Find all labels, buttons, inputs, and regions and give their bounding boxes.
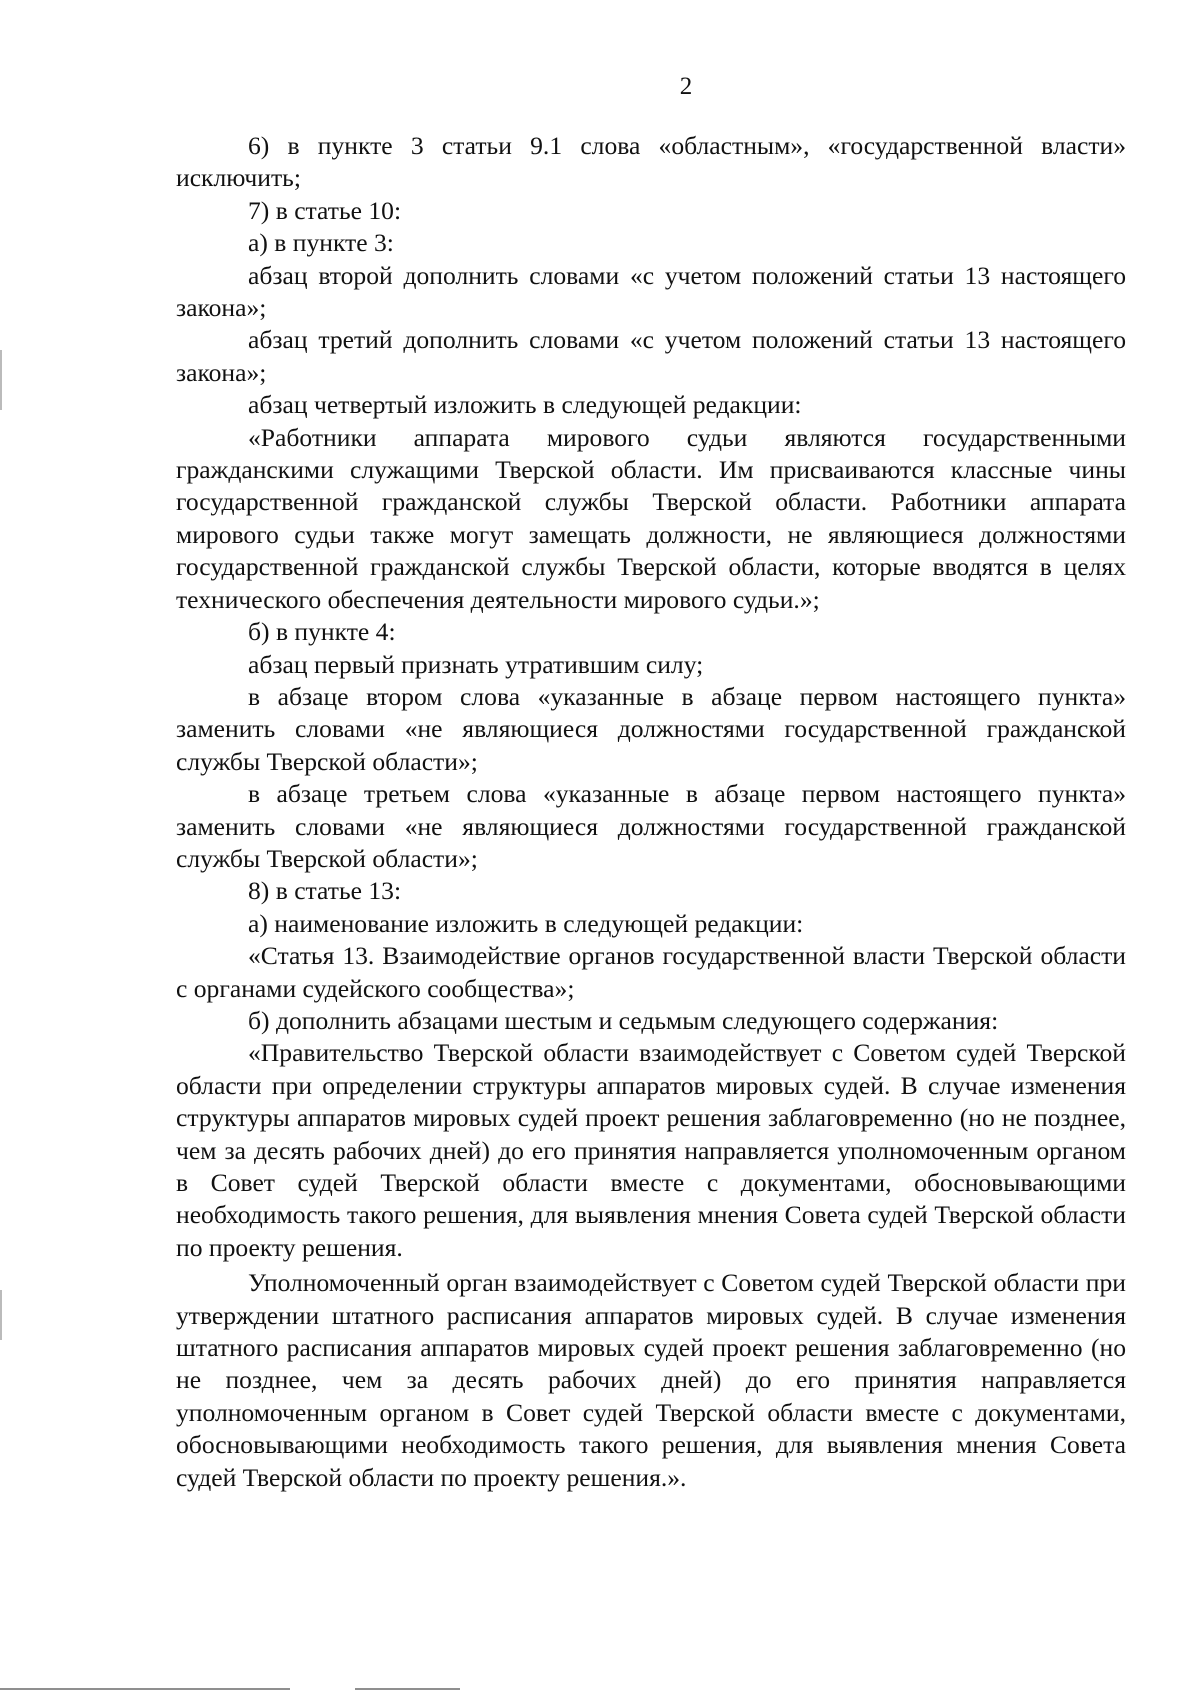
scan-bottom-edge (0, 1688, 290, 1690)
paragraph-quote-statya-13: «Статья 13. Взаимодействие органов государственной власти Тверской области с органами судейского сообщества»; (176, 941, 1126, 1003)
paragraph-abzac-pervyy: абзац первый признать утратившим силу; (248, 649, 704, 679)
paragraph-item-7: 7) в статье 10: (248, 195, 402, 225)
paragraph-quote-rabotniki: «Работники аппарата мирового судьи являются государственными гражданскими служащими Тверской области. Им присваиваются классные чины государственной гражданской службы Тверской области. Работники аппарата мирового судьи также могут замещать должности, не являющиеся должностями государственной гражданской службы Тверской области, которые вводятся в целях технического обеспечения деятельности мирового судьи.»; (176, 422, 1126, 614)
paragraph-subitem-b: б) в пункте 4: (248, 617, 396, 647)
page-number: 2 (679, 73, 693, 100)
scan-edge-mark (0, 350, 2, 410)
paragraph-abzac-chetvertyy: абзац четвертый изложить в следующей редакции: (248, 390, 802, 420)
paragraph-item-6: 6) в пункте 3 статьи 9.1 слова «областным», «государственной власти» исключить; (176, 131, 1126, 193)
paragraph-item-8: 8) в статье 13: (248, 876, 402, 906)
paragraph-subitem-b-dopolnit: б) дополнить абзацами шестым и седьмым следующего содержания: (248, 1005, 999, 1035)
paragraph-abzac-vtorom: в абзаце втором слова «указанные в абзаце первом настоящего пункта» заменить словами «не являющиеся должностями государственной гражданской службы Тверской области»; (176, 681, 1126, 776)
paragraph-subitem-a-naimenovanie: а) наименование изложить в следующей редакции: (248, 908, 804, 938)
paragraph-abzac-vtoroy: абзац второй дополнить словами «с учетом положений статьи 13 настоящего закона»; (176, 260, 1126, 323)
document-body (176, 130, 1126, 1494)
paragraph-abzac-tretiy: абзац третий дополнить словами «с учетом положений статьи 13 настоящего закона»; (176, 325, 1126, 387)
scan-edge-mark (0, 1290, 2, 1340)
paragraph-abzac-tretem: в абзаце третьем слова «указанные в абзаце первом настоящего пункта» заменить словами «не являющиеся должностями государственной гражданской службы Тверской области»; (176, 779, 1126, 873)
paragraph-upolnomochennyy-organ: Уполномоченный орган взаимодействует с Советом судей Тверской области при утверждении штатного расписания аппаратов мировых судей. В случае изменения штатного расписания аппаратов мировых судей проект решения заблаговременно (но не позднее, чем за десять рабочих дней) до его принятия направляется уполномоченным органом в Совет судей Тверской области вместе с документами, обосновывающими необходимость такого решения, для выявления мнения Совета судей Тверской области по проекту решения.». (176, 1268, 1126, 1492)
scan-bottom-edge (355, 1688, 460, 1690)
paragraph-quote-pravitelstvo: «Правительство Тверской области взаимодействует с Советом судей Тверской области при определении структуры аппаратов мировых судей. В случае изменения структуры аппаратов мировых судей проект решения заблаговременно (но не позднее, чем за десять рабочих дней) до его принятия направляется уполномоченным органом в Совет судей Тверской области вместе с документами, обосновывающими необходимость такого решения, для выявления мнения Совета судей Тверской области по проекту решения. (176, 1038, 1126, 1262)
paragraph-subitem-a: а) в пункте 3: (248, 228, 394, 258)
